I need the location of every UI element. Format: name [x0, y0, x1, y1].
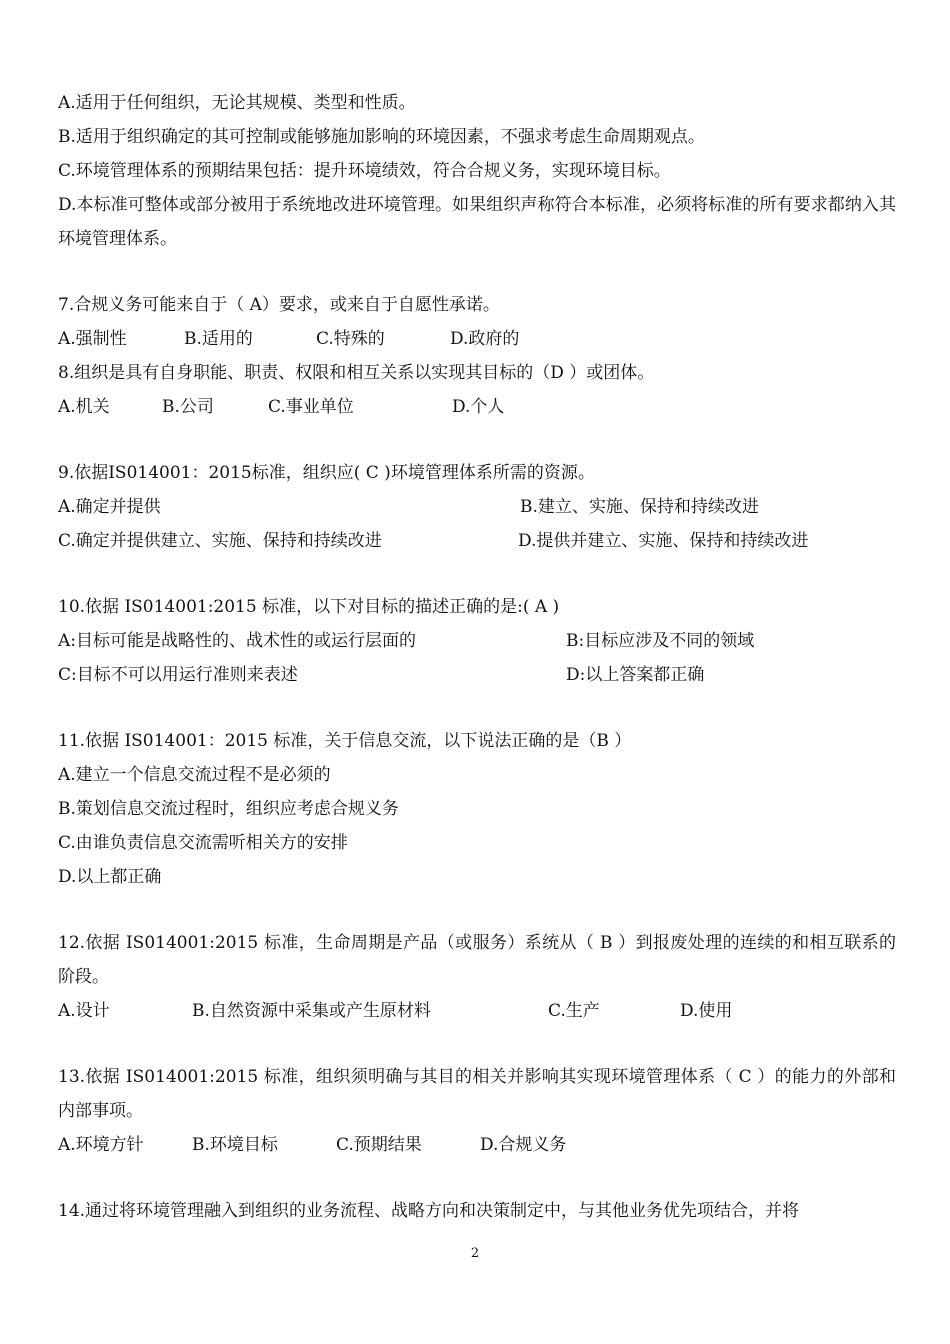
document-content [58, 86, 896, 1228]
question-12-stem: 12.依据 IS014001:2015 标准，生命周期是产品（或服务）系统从（ B ）到报废处理的连续的和相互联系的阶段。 [58, 933, 896, 987]
q9-option-a: A.确定并提供 [58, 497, 161, 517]
q7-option-b: B.适用的 [184, 329, 253, 349]
question-8-stem: 8.组织是具有自身职能、职责、权限和相互关系以实现其目标的（D ）或团体。 [58, 363, 655, 383]
q12-option-b: B.自然资源中采集或产生原材料 [192, 1001, 431, 1021]
option-line-d: D.本标准可整体或部分被用于系统地改进环境管理。如果组织声称符合本标准，必须将标准的所有要求都纳入其环境管理体系。 [58, 195, 896, 249]
q10-option-c: C:目标不可以用运行准则来表述 [58, 665, 298, 685]
q11-option-a: A.建立一个信息交流过程不是必须的 [58, 765, 331, 785]
option-line-a: A.适用于任何组织，无论其规模、类型和性质。 [58, 93, 416, 113]
q11-option-c: C.由谁负责信息交流需听相关方的安排 [58, 833, 348, 853]
question-10-options-row2 [58, 658, 896, 692]
question-9-stem: 9.依据IS014001：2015标准，组织应( C )环境管理体系所需的资源。 [58, 463, 595, 483]
q13-option-d: D.合规义务 [480, 1135, 567, 1155]
q12-option-a: A.设计 [58, 1001, 110, 1021]
q8-option-a: A.机关 [58, 397, 110, 417]
q8-option-d: D.个人 [452, 397, 505, 417]
question-10-stem: 10.依据 IS014001:2015 标准，以下对目标的描述正确的是:( A ) [58, 597, 560, 617]
question-13-options [58, 1128, 896, 1162]
q10-option-b: B:目标应涉及不同的领域 [566, 631, 755, 651]
question-14-stem: 14.通过将环境管理融入到组织的业务流程、战略方向和决策制定中，与其他业务优先项结合，并将 [58, 1201, 800, 1221]
question-12-options [58, 994, 896, 1028]
q8-option-b: B.公司 [162, 397, 214, 417]
q13-option-c: C.预期结果 [336, 1135, 422, 1155]
q11-option-d: D.以上都正确 [58, 867, 162, 887]
q8-option-c: C.事业单位 [268, 397, 354, 417]
q10-option-d: D:以上答案都正确 [566, 665, 705, 685]
question-9-options-row2 [58, 524, 896, 558]
question-10-options-row1 [58, 624, 896, 658]
q12-option-d: D.使用 [680, 1001, 733, 1021]
q9-option-c: C.确定并提供建立、实施、保持和持续改进 [58, 531, 382, 551]
q13-option-a: A.环境方针 [58, 1135, 144, 1155]
question-9-options-row1 [58, 490, 896, 524]
q9-option-b: B.建立、实施、保持和持续改进 [520, 497, 759, 517]
q7-option-d: D.政府的 [450, 329, 520, 349]
q7-option-c: C.特殊的 [316, 329, 385, 349]
question-7-stem: 7.合规义务可能来自于（ A）要求，或来自于自愿性承诺。 [58, 295, 500, 315]
question-11-stem: 11.依据 IS014001：2015 标准，关于信息交流，以下说法正确的是（B ） [58, 731, 632, 751]
option-line-b: B.适用于组织确定的其可控制或能够施加影响的环境因素，不强求考虑生命周期观点。 [58, 127, 705, 147]
q10-option-a: A:目标可能是战略性的、战术性的或运行层面的 [58, 631, 417, 651]
q13-option-b: B.环境目标 [192, 1135, 278, 1155]
q7-option-a: A.强制性 [58, 329, 127, 349]
q9-option-d: D.提供并建立、实施、保持和持续改进 [518, 531, 809, 551]
question-13-stem: 13.依据 IS014001:2015 标准，组织须明确与其目的相关并影响其实现环境管理体系（ C ）的能力的外部和内部事项。 [58, 1067, 896, 1121]
q12-option-c: C.生产 [548, 1001, 600, 1021]
question-8-options [58, 390, 896, 424]
question-7-options [58, 322, 896, 356]
q11-option-b: B.策划信息交流过程时，组织应考虑合规义务 [58, 799, 399, 819]
option-line-c: C.环境管理体系的预期结果包括：提升环境绩效，符合合规义务，实现环境目标。 [58, 161, 671, 181]
page-number: 2 [470, 1246, 480, 1261]
